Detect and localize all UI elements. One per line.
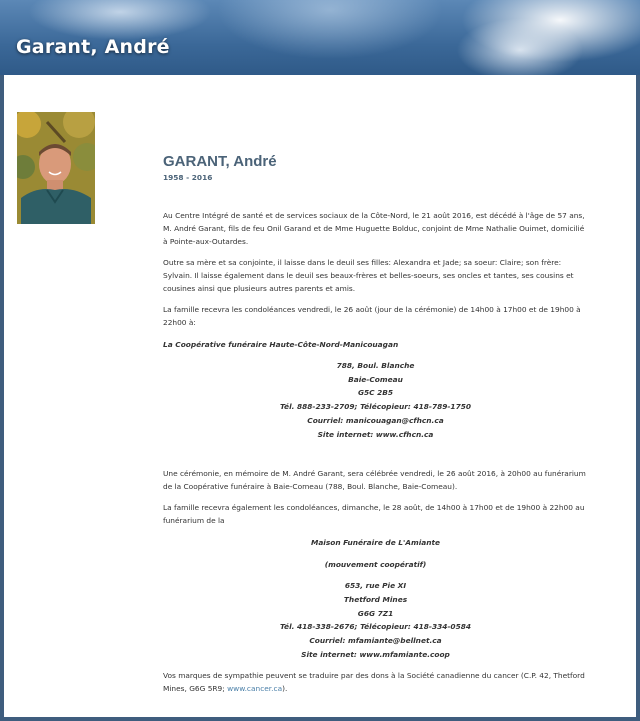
paragraph-second-visitation: La famille recevra également les condoléances, dimanche, le 28 août, de 14h00 à 17h00 et de 19h00 à 22h00 au funérarium de la [163, 503, 585, 526]
paragraph-ceremony: Une cérémonie, en mémoire de M. André Garant, sera célébrée vendredi, le 26 août 2016, à 20h00 au funérarium de la Coopérative funéraire à Baie-Comeau (788, Boul. Blanche, Baie-Comeau). [163, 469, 586, 492]
address-line: G6G 7Z1 [357, 608, 394, 618]
cancer-society-link[interactable]: www.cancer.ca [227, 684, 283, 694]
header-banner [0, 0, 640, 75]
address-line: 653, rue Pie XI [344, 581, 407, 591]
obituary-page [4, 75, 636, 717]
address-line: Tél. 888-233-2709; Télécopieur: 418-789-1750 [279, 402, 472, 412]
cooperative-address [163, 359, 588, 441]
address-line: Site internet: www.cfhcn.ca [317, 429, 434, 439]
portrait-illustration [17, 112, 95, 224]
paragraph-death-notice: Au Centre Intégré de santé et de services sociaux de la Côte-Nord, le 21 août 2016, est décédé à l'âge de 57 ans, M. André Garant, fils de feu Onil Garand et de Mme Huguette Bolduc, conjoint de Mme Nathalie Ouimet, domicilié à Pointe-aux-Outardes. [163, 211, 585, 246]
donation-text: Vos marques de sympathie peuvent se traduire par des dons à la Société canadienne du cancer (C.P. 42, Thetford Mines, G6G 5R9; [163, 671, 585, 694]
funeral-home-subtitle: (mouvement coopératif) [324, 560, 427, 570]
paragraph-donations [163, 669, 588, 695]
obituary-content [163, 153, 588, 695]
deceased-name: GARANT, André [163, 153, 277, 170]
cooperative-name: La Coopérative funéraire Haute-Côte-Nord-Manicouagan [163, 340, 399, 349]
donation-text-end: ). [282, 684, 288, 694]
address-line: Baie-Comeau [348, 374, 403, 384]
address-line: Courriel: manicouagan@cfhcn.ca [307, 415, 444, 425]
address-line: Site internet: www.mfamiante.coop [301, 649, 450, 659]
address-line: Thetford Mines [343, 594, 408, 604]
life-dates: 1958 - 2016 [163, 173, 213, 182]
paragraph-condolences: La famille recevra les condoléances vendredi, le 26 août (jour de la cérémonie) de 14h00 à 17h00 et de 19h00 à 22h00 à: [163, 305, 581, 327]
address-line: Tél. 418-338-2676; Télécopieur: 418-334-0584 [279, 622, 472, 632]
portrait-photo [17, 112, 95, 224]
page-title: Garant, André [16, 36, 170, 58]
address-line: Courriel: mfamiante@bellnet.ca [309, 636, 442, 646]
funeral-home-address [163, 579, 588, 661]
address-line: 788, Boul. Blanche [336, 361, 415, 370]
address-line: G5C 2B5 [357, 388, 394, 398]
funeral-home-name: Maison Funéraire de L'Amiante [310, 538, 441, 548]
paragraph-family: Outre sa mère et sa conjointe, il laisse dans le deuil ses filles: Alexandra et Jade; sa soeur: Claire; son frère: Sylvain. Il laisse également dans le deuil ses beaux-frères et belles-soeurs, ses oncles et tantes, ses cousins et cousines ainsi que plusieurs autres parents et amis. [163, 258, 574, 293]
funeral-home-title [163, 536, 588, 571]
